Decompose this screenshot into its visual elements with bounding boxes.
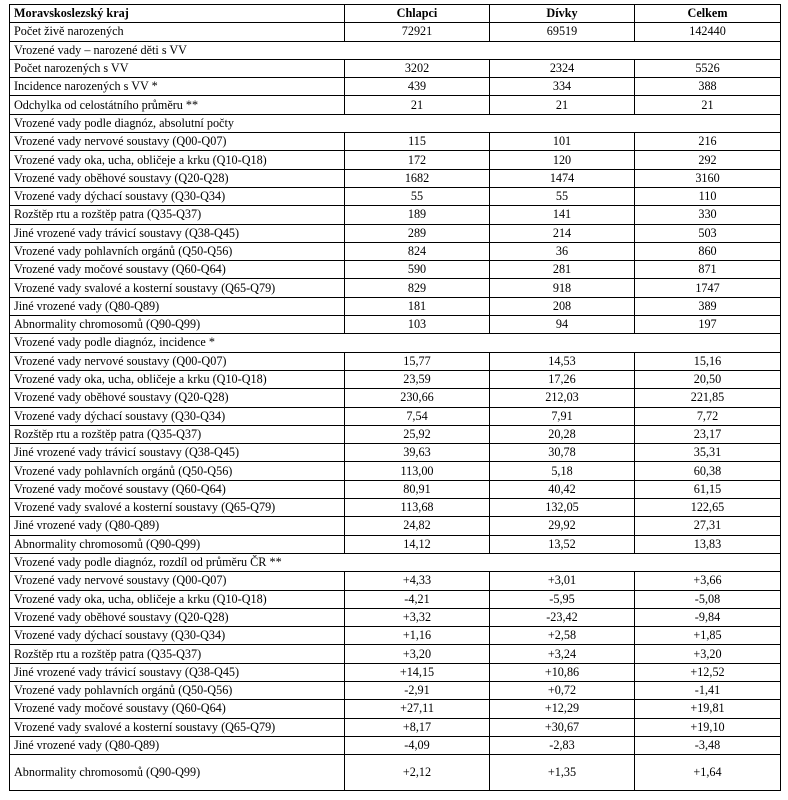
cell-total: 389: [635, 297, 781, 315]
section-label: Vrozené vady – narozené děti s VV: [10, 41, 781, 59]
table-row: [10, 224, 781, 242]
cell-girls: +3,24: [490, 645, 635, 663]
cell-girls: 30,78: [490, 444, 635, 462]
cell-boys: 39,63: [345, 444, 490, 462]
cell-girls: 101: [490, 133, 635, 151]
cell-boys: 590: [345, 261, 490, 279]
row-label: Odchylka od celostátního průměru **: [10, 96, 345, 114]
cell-boys: +8,17: [345, 718, 490, 736]
cell-girls: 918: [490, 279, 635, 297]
row-label: Vrozené vady močové soustavy (Q60-Q64): [10, 480, 345, 498]
cell-boys: +4,33: [345, 572, 490, 590]
row-label: Jiné vrozené vady trávicí soustavy (Q38-Q45): [10, 224, 345, 242]
cell-boys: +3,32: [345, 608, 490, 626]
cell-boys: +2,12: [345, 755, 490, 791]
table-row: [10, 517, 781, 535]
row-label: Abnormality chromosomů (Q90-Q99): [10, 535, 345, 553]
section-label: Vrozené vady podle diagnóz, incidence *: [10, 334, 781, 352]
cell-total: 5526: [635, 59, 781, 77]
cell-boys: 115: [345, 133, 490, 151]
cell-boys: 289: [345, 224, 490, 242]
row-label: Vrozené vady oběhové soustavy (Q20-Q28): [10, 169, 345, 187]
table-row: [10, 151, 781, 169]
cell-total: -5,08: [635, 590, 781, 608]
row-label: Vrozené vady oka, ucha, obličeje a krku (Q10-Q18): [10, 151, 345, 169]
cell-boys: +27,11: [345, 700, 490, 718]
cell-total: 27,31: [635, 517, 781, 535]
cell-boys: 103: [345, 316, 490, 334]
cell-total: +19,81: [635, 700, 781, 718]
table-row: [10, 681, 781, 699]
section-row: [10, 41, 781, 59]
row-label: Vrozené vady pohlavních orgánů (Q50-Q56): [10, 242, 345, 260]
table-row: [10, 206, 781, 224]
cell-total: 61,15: [635, 480, 781, 498]
table-row: [10, 535, 781, 553]
cell-girls: 132,05: [490, 499, 635, 517]
cell-girls: +3,01: [490, 572, 635, 590]
cell-total: 15,16: [635, 352, 781, 370]
cell-total: +1,64: [635, 755, 781, 791]
row-label: Vrozené vady nervové soustavy (Q00-Q07): [10, 133, 345, 151]
cell-boys: +14,15: [345, 663, 490, 681]
cell-girls: 20,28: [490, 425, 635, 443]
cell-girls: 208: [490, 297, 635, 315]
cell-girls: 40,42: [490, 480, 635, 498]
table-row: [10, 407, 781, 425]
cell-girls: +30,67: [490, 718, 635, 736]
cell-boys: 15,77: [345, 352, 490, 370]
row-label: Rozštěp rtu a rozštěp patra (Q35-Q37): [10, 645, 345, 663]
section-row: [10, 114, 781, 132]
table-body: [10, 23, 781, 791]
cell-girls: 13,52: [490, 535, 635, 553]
cell-total: 860: [635, 242, 781, 260]
row-label: Počet živě narozených: [10, 23, 345, 41]
cell-total: +3,66: [635, 572, 781, 590]
row-label: Vrozené vady dýchací soustavy (Q30-Q34): [10, 187, 345, 205]
table-row: [10, 370, 781, 388]
table-row: [10, 645, 781, 663]
row-label: Jiné vrozené vady (Q80-Q89): [10, 517, 345, 535]
section-row: [10, 553, 781, 571]
cell-girls: 1474: [490, 169, 635, 187]
cell-total: +3,20: [635, 645, 781, 663]
row-label: Vrozené vady pohlavních orgánů (Q50-Q56): [10, 462, 345, 480]
cell-total: 197: [635, 316, 781, 334]
table-row: [10, 297, 781, 315]
table-header-row: [10, 5, 781, 23]
congenital-defects-table: [9, 4, 781, 791]
cell-boys: 113,00: [345, 462, 490, 480]
table-row: [10, 78, 781, 96]
table-row: [10, 663, 781, 681]
cell-total: 221,85: [635, 389, 781, 407]
table-row: [10, 133, 781, 151]
row-label: Vrozené vady nervové soustavy (Q00-Q07): [10, 352, 345, 370]
table-row: [10, 389, 781, 407]
row-label: Vrozené vady močové soustavy (Q60-Q64): [10, 700, 345, 718]
cell-girls: 334: [490, 78, 635, 96]
table-row: [10, 700, 781, 718]
cell-boys: -2,91: [345, 681, 490, 699]
row-label: Vrozené vady svalové a kosterní soustavy (Q65-Q79): [10, 279, 345, 297]
table-row: [10, 462, 781, 480]
cell-total: +12,52: [635, 663, 781, 681]
table-row: [10, 480, 781, 498]
table-row: [10, 352, 781, 370]
cell-total: +1,85: [635, 627, 781, 645]
cell-girls: 5,18: [490, 462, 635, 480]
cell-boys: -4,21: [345, 590, 490, 608]
table-row: [10, 572, 781, 590]
header-boys: Chlapci: [345, 5, 490, 23]
cell-total: -9,84: [635, 608, 781, 626]
table-row: [10, 755, 781, 791]
cell-total: 60,38: [635, 462, 781, 480]
row-label: Vrozené vady dýchací soustavy (Q30-Q34): [10, 627, 345, 645]
row-label: Jiné vrozené vady (Q80-Q89): [10, 736, 345, 754]
cell-total: 122,65: [635, 499, 781, 517]
row-label: Jiné vrozené vady (Q80-Q89): [10, 297, 345, 315]
cell-boys: 829: [345, 279, 490, 297]
row-label: Vrozené vady svalové a kosterní soustavy (Q65-Q79): [10, 499, 345, 517]
row-label: Rozštěp rtu a rozštěp patra (Q35-Q37): [10, 206, 345, 224]
row-label: Vrozené vady oběhové soustavy (Q20-Q28): [10, 389, 345, 407]
cell-total: 20,50: [635, 370, 781, 388]
cell-boys: 23,59: [345, 370, 490, 388]
cell-girls: 281: [490, 261, 635, 279]
cell-total: -1,41: [635, 681, 781, 699]
cell-total: 330: [635, 206, 781, 224]
cell-boys: 439: [345, 78, 490, 96]
row-label: Počet narozených s VV: [10, 59, 345, 77]
cell-girls: 29,92: [490, 517, 635, 535]
table-row: [10, 242, 781, 260]
row-label: Rozštěp rtu a rozštěp patra (Q35-Q37): [10, 425, 345, 443]
row-label: Vrozené vady svalové a kosterní soustavy (Q65-Q79): [10, 718, 345, 736]
cell-total: 23,17: [635, 425, 781, 443]
row-label: Incidence narozených s VV *: [10, 78, 345, 96]
cell-girls: 94: [490, 316, 635, 334]
cell-girls: 214: [490, 224, 635, 242]
row-label: Vrozené vady pohlavních orgánů (Q50-Q56): [10, 681, 345, 699]
header-total: Celkem: [635, 5, 781, 23]
cell-boys: -4,09: [345, 736, 490, 754]
table-row: [10, 627, 781, 645]
cell-boys: 113,68: [345, 499, 490, 517]
cell-girls: 36: [490, 242, 635, 260]
cell-boys: 7,54: [345, 407, 490, 425]
table-row: [10, 425, 781, 443]
cell-total: 3160: [635, 169, 781, 187]
table-row: [10, 187, 781, 205]
cell-girls: 7,91: [490, 407, 635, 425]
table-container: [9, 4, 781, 791]
cell-girls: 120: [490, 151, 635, 169]
cell-girls: 14,53: [490, 352, 635, 370]
cell-total: 7,72: [635, 407, 781, 425]
cell-total: 216: [635, 133, 781, 151]
cell-girls: +1,35: [490, 755, 635, 791]
cell-total: 503: [635, 224, 781, 242]
cell-girls: -2,83: [490, 736, 635, 754]
row-label: Abnormality chromosomů (Q90-Q99): [10, 316, 345, 334]
cell-boys: +3,20: [345, 645, 490, 663]
cell-girls: +2,58: [490, 627, 635, 645]
cell-girls: 141: [490, 206, 635, 224]
cell-total: 142440: [635, 23, 781, 41]
section-label: Vrozené vady podle diagnóz, rozdíl od průměru ČR **: [10, 553, 781, 571]
table-row: [10, 444, 781, 462]
table-row: [10, 23, 781, 41]
cell-boys: 21: [345, 96, 490, 114]
cell-total: 871: [635, 261, 781, 279]
cell-girls: +12,29: [490, 700, 635, 718]
cell-girls: 2324: [490, 59, 635, 77]
cell-total: 35,31: [635, 444, 781, 462]
cell-boys: 824: [345, 242, 490, 260]
row-label: Jiné vrozené vady trávicí soustavy (Q38-Q45): [10, 444, 345, 462]
table-row: [10, 608, 781, 626]
cell-total: 110: [635, 187, 781, 205]
header-region: Moravskoslezský kraj: [10, 5, 345, 23]
cell-boys: 189: [345, 206, 490, 224]
cell-girls: 212,03: [490, 389, 635, 407]
cell-total: -3,48: [635, 736, 781, 754]
table-row: [10, 279, 781, 297]
table-row: [10, 59, 781, 77]
cell-boys: 3202: [345, 59, 490, 77]
cell-boys: 55: [345, 187, 490, 205]
cell-girls: 69519: [490, 23, 635, 41]
cell-total: 388: [635, 78, 781, 96]
cell-girls: +10,86: [490, 663, 635, 681]
cell-boys: 1682: [345, 169, 490, 187]
row-label: Vrozené vady oka, ucha, obličeje a krku (Q10-Q18): [10, 370, 345, 388]
cell-boys: +1,16: [345, 627, 490, 645]
cell-girls: 17,26: [490, 370, 635, 388]
row-label: Vrozené vady dýchací soustavy (Q30-Q34): [10, 407, 345, 425]
table-row: [10, 169, 781, 187]
section-row: [10, 334, 781, 352]
section-label: Vrozené vady podle diagnóz, absolutní počty: [10, 114, 781, 132]
cell-total: 1747: [635, 279, 781, 297]
row-label: Vrozené vady nervové soustavy (Q00-Q07): [10, 572, 345, 590]
cell-boys: 72921: [345, 23, 490, 41]
cell-girls: 55: [490, 187, 635, 205]
cell-boys: 181: [345, 297, 490, 315]
table-row: [10, 96, 781, 114]
cell-boys: 80,91: [345, 480, 490, 498]
cell-boys: 230,66: [345, 389, 490, 407]
cell-girls: 21: [490, 96, 635, 114]
cell-boys: 25,92: [345, 425, 490, 443]
row-label: Vrozené vady oběhové soustavy (Q20-Q28): [10, 608, 345, 626]
cell-girls: -23,42: [490, 608, 635, 626]
cell-boys: 14,12: [345, 535, 490, 553]
cell-total: 13,83: [635, 535, 781, 553]
cell-total: 292: [635, 151, 781, 169]
cell-girls: -5,95: [490, 590, 635, 608]
table-row: [10, 261, 781, 279]
row-label: Abnormality chromosomů (Q90-Q99): [10, 755, 345, 791]
row-label: Vrozené vady močové soustavy (Q60-Q64): [10, 261, 345, 279]
cell-total: 21: [635, 96, 781, 114]
table-row: [10, 316, 781, 334]
cell-boys: 24,82: [345, 517, 490, 535]
table-row: [10, 590, 781, 608]
row-label: Vrozené vady oka, ucha, obličeje a krku (Q10-Q18): [10, 590, 345, 608]
table-row: [10, 499, 781, 517]
table-row: [10, 718, 781, 736]
row-label: Jiné vrozené vady trávicí soustavy (Q38-Q45): [10, 663, 345, 681]
cell-girls: +0,72: [490, 681, 635, 699]
cell-boys: 172: [345, 151, 490, 169]
cell-total: +19,10: [635, 718, 781, 736]
table-row: [10, 736, 781, 754]
header-girls: Dívky: [490, 5, 635, 23]
